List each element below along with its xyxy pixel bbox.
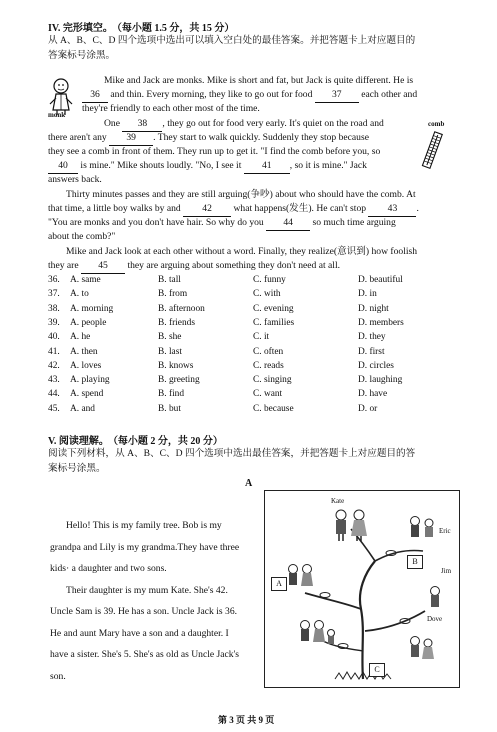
blank-39[interactable]: 39 xyxy=(109,131,153,146)
comb-label: comb xyxy=(428,120,445,128)
p4-line-1: Mike and Jack look at each other without a word. Finally, they realize(意识到) how foolish xyxy=(66,246,418,257)
option-b[interactable]: B. tall xyxy=(158,275,181,285)
section-4-instruction-2: 答案标号涂黑。 xyxy=(48,50,116,61)
blank-45[interactable]: 45 xyxy=(81,259,125,274)
passage-line-6: He and aunt Mary have a son and a daughter. I xyxy=(50,627,229,639)
blank-36[interactable]: 36 xyxy=(82,88,108,103)
option-d[interactable]: D. circles xyxy=(358,360,394,371)
question-number: 42. xyxy=(48,360,60,371)
option-a[interactable]: A. people xyxy=(70,317,107,328)
option-d[interactable]: D. members xyxy=(358,317,404,328)
middle-left-figures xyxy=(289,565,314,587)
passage-text xyxy=(50,515,260,687)
family-tree-drawing xyxy=(265,491,459,687)
option-d[interactable]: D. night xyxy=(358,303,389,314)
p3-line-3: "You are monks and you don't have hair. So why do you 44 so much time arguing xyxy=(48,216,396,231)
section-5-title: V. 阅读理解。 xyxy=(48,436,109,447)
passage-label: A xyxy=(245,478,253,489)
option-b[interactable]: B. find xyxy=(158,389,185,400)
option-d[interactable]: D. in xyxy=(358,289,377,300)
section-5-instruction-1: 阅读下列材料，从 A、B、C、D 四个选项中选出最佳答案，并把答题卡上对应题目的答 xyxy=(48,448,416,459)
p3-line-1: Thirty minutes passes and they are still arguing(争吵) about who should have the comb. At xyxy=(66,189,416,200)
section-5-heading xyxy=(48,432,223,447)
passage-line-4: Their daughter is my mum Kate. She's 42. xyxy=(66,584,228,596)
question-number: 43. xyxy=(48,375,60,386)
option-b[interactable]: B. last xyxy=(158,346,182,357)
page-footer: 第 3 页 共 9 页 xyxy=(218,715,275,725)
bottom-right-figures xyxy=(411,637,435,660)
question-number: 38. xyxy=(48,303,60,314)
option-d[interactable]: D. beautiful xyxy=(358,275,403,285)
option-b[interactable]: B. knows xyxy=(158,360,194,371)
question-number: 39. xyxy=(48,317,60,328)
section-4-score: （每小题 1.5 分，共 15 分） xyxy=(116,23,235,34)
label-eric: Eric xyxy=(439,527,451,535)
section-5-instruction-2: 案标号涂黑。 xyxy=(48,463,106,474)
option-c[interactable]: C. singing xyxy=(253,375,292,386)
section-5-score: （每小题 2 分，共 20 分） xyxy=(112,436,223,447)
option-a[interactable]: A. morning xyxy=(70,303,114,314)
option-c[interactable]: C. evening xyxy=(253,303,294,314)
blank-38[interactable]: 38 xyxy=(122,117,162,132)
option-a[interactable]: A. to xyxy=(70,289,89,300)
option-d[interactable]: D. have xyxy=(358,389,388,400)
question-number: 36. xyxy=(48,275,60,285)
label-kate: Kate xyxy=(331,497,345,505)
comb-illustration xyxy=(420,130,444,172)
blank-37[interactable]: 37 xyxy=(315,88,359,103)
p4-line-2: they are 45 they are arguing about something they don't need at all. xyxy=(48,259,340,274)
passage-line-7: have a sister. She's 5. She's as old as Uncle Jack's xyxy=(50,649,240,660)
box-a[interactable]: A xyxy=(271,577,287,591)
monk-label: monk xyxy=(48,111,66,119)
right-family-figures xyxy=(411,517,434,538)
p2-line-3: they see a comb in front of them. They run up to get it. "I find the comb before you, so xyxy=(48,146,381,157)
option-d[interactable]: D. they xyxy=(358,332,386,343)
passage-line-5: Uncle Sam is 39. He has a son. Uncle Jack is 36. xyxy=(50,606,238,617)
option-c[interactable]: C. families xyxy=(253,317,295,328)
grandma-figure xyxy=(351,510,367,541)
option-c[interactable]: C. want xyxy=(253,389,283,400)
p2-line-2: there aren't any 39 . They start to walk quickly. Suddenly they stop because xyxy=(48,131,369,146)
option-b[interactable]: B. friends xyxy=(158,317,195,328)
question-number: 45. xyxy=(48,403,60,414)
option-c[interactable]: C. because xyxy=(253,403,294,414)
option-b[interactable]: B. greeting xyxy=(158,375,200,386)
option-b[interactable]: B. she xyxy=(158,332,182,343)
option-a[interactable]: A. spend xyxy=(70,389,104,400)
section-4-heading xyxy=(48,19,234,34)
passage-line-2: grandpa and Lily is my grandma.They have three xyxy=(50,541,240,553)
p1-line-2: 36 and thin. Every morning, they like to go out for food 37 each other and xyxy=(82,88,417,103)
option-a[interactable]: A. loves xyxy=(70,360,102,371)
option-b[interactable]: B. from xyxy=(158,289,188,300)
option-d[interactable]: D. or xyxy=(358,403,378,414)
bottom-left-figures xyxy=(301,621,335,645)
question-number: 41. xyxy=(48,346,60,357)
option-b[interactable]: B. afternoon xyxy=(158,303,205,314)
option-a[interactable]: A. same xyxy=(70,275,101,285)
blank-42[interactable]: 42 xyxy=(183,202,231,217)
passage-line-1: Hello! This is my family tree. Bob is my xyxy=(66,520,222,531)
option-c[interactable]: C. with xyxy=(253,289,281,300)
option-a[interactable]: A. then xyxy=(70,346,98,357)
blank-41[interactable]: 41 xyxy=(244,159,290,174)
label-jim: Jim xyxy=(441,567,452,575)
option-c[interactable]: C. funny xyxy=(253,275,286,285)
option-a[interactable]: A. and xyxy=(70,403,95,414)
option-c[interactable]: C. often xyxy=(253,346,284,357)
p2-line-4: 40 is mine." Mike shouts loudly. "No, I see it 41 , so it is mine." Jack xyxy=(48,159,367,174)
p1-line-3: they're friendly to each other most of the time. xyxy=(82,103,260,114)
box-b[interactable]: B xyxy=(407,555,423,569)
option-a[interactable]: A. playing xyxy=(70,375,110,386)
section-4-title: IV. 完形填空。 xyxy=(48,23,113,34)
p2-line-1: One 38 , they go out for food very early. It's quiet on the road and xyxy=(104,117,384,132)
blank-40[interactable]: 40 xyxy=(48,159,78,174)
passage-line-3: kids· a daughter and two sons. xyxy=(50,563,167,574)
p3-line-2: that time, a little boy walks by and 42 what happens(发生). He can't stop 43 . xyxy=(48,202,419,217)
p1-line-1: Mike and Jack are monks. Mike is short and fat, but Jack is quite different. He is xyxy=(104,75,414,86)
option-d[interactable]: D. laughing xyxy=(358,375,403,386)
option-c[interactable]: C. reads xyxy=(253,360,284,371)
question-number: 44. xyxy=(48,389,60,400)
p3-line-4: about the comb?" xyxy=(48,231,116,242)
box-c[interactable]: C xyxy=(369,663,385,677)
question-number: 37. xyxy=(48,289,60,300)
passage-line-8: son. xyxy=(50,670,66,682)
family-tree-figure xyxy=(264,490,460,688)
option-c[interactable]: C. it xyxy=(253,332,270,343)
label-dove: Dove xyxy=(427,615,443,623)
option-d[interactable]: D. first xyxy=(358,346,385,357)
option-a[interactable]: A. he xyxy=(70,332,91,343)
blank-44[interactable]: 44 xyxy=(266,216,310,231)
p2-line-5: answers back. xyxy=(48,174,102,185)
middle-right-figures xyxy=(431,587,440,608)
question-number: 40. xyxy=(48,332,60,343)
blank-43[interactable]: 43 xyxy=(368,202,416,217)
grandpa-figure xyxy=(336,510,346,541)
option-b[interactable]: B. but xyxy=(158,403,181,414)
section-4-instruction-1: 从 A、B、C、D 四个选项中选出可以填入空白处的最佳答案。并把答题卡上对应题目的 xyxy=(48,35,416,46)
